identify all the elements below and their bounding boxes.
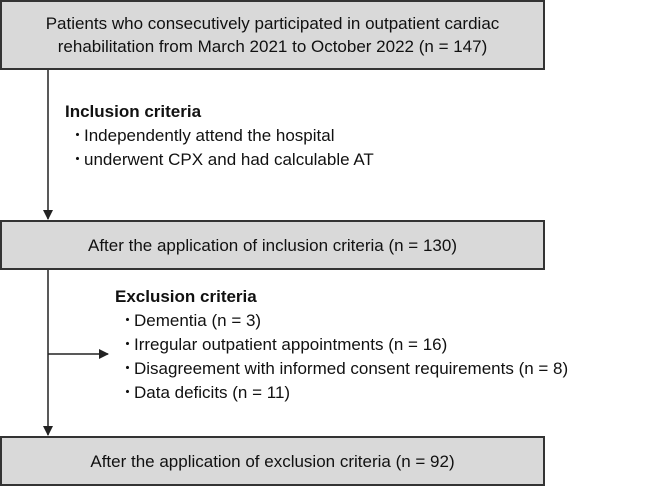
box-after-inclusion [0,220,545,270]
box-initial-patients [0,0,545,70]
inclusion-item: ・Independently attend the hospital [69,126,335,145]
box-initial-line2: rehabilitation from March 2021 to October 2022 (n = 147) [57,37,488,56]
exclusion-item: ・Data deficits (n = 11) [119,383,291,402]
box-initial-line1: Patients who consecutively participated in outpatient cardiac [45,14,500,33]
exclusion-criteria [115,285,568,405]
box-after-inclusion-text: After the application of inclusion criteria (n = 130) [87,235,457,255]
exclusion-item: ・Irregular outpatient appointments (n = 16) [119,335,448,354]
exclusion-item: ・Disagreement with informed consent requirements (n = 8) [119,359,569,378]
inclusion-heading: Inclusion criteria [65,102,202,121]
inclusion-item: ・underwent CPX and had calculable AT [69,150,374,169]
exclusion-heading: Exclusion criteria [115,287,257,306]
inclusion-criteria [65,100,374,172]
box-after-exclusion-text: After the application of exclusion criteria (n = 92) [90,451,455,471]
box-after-exclusion [0,436,545,486]
exclusion-item: ・Dementia (n = 3) [119,311,262,330]
